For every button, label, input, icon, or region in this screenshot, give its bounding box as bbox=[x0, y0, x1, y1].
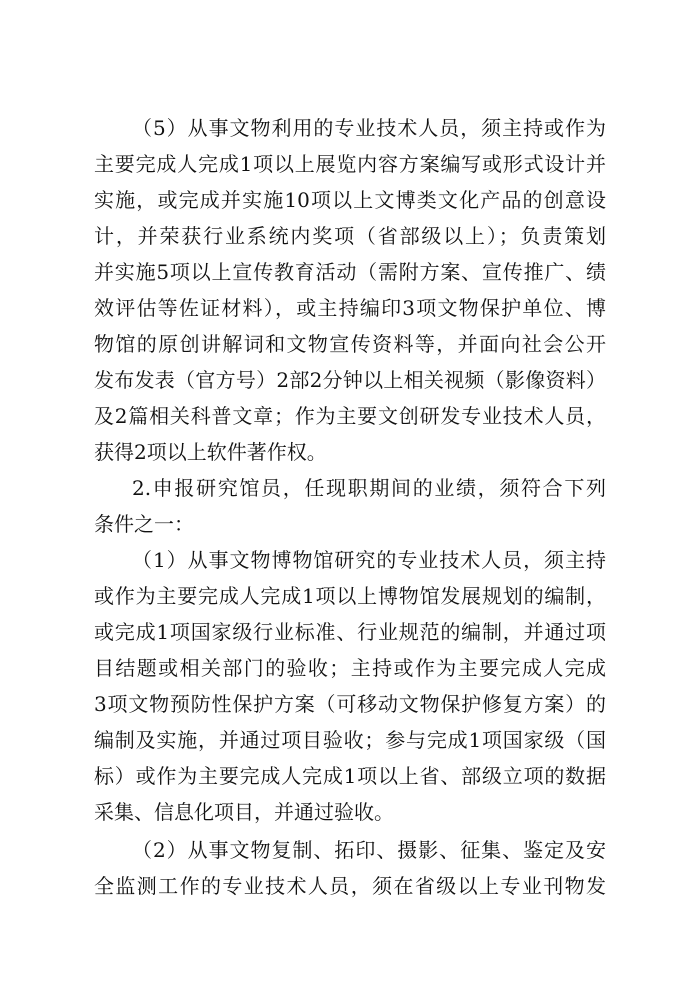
item-1-line-8: 采集、信息化项目，并通过验收。 bbox=[94, 800, 394, 824]
item-1-line-7: 标）或作为主要完成人完成1项以上省、部级立项的数据 bbox=[94, 764, 606, 788]
item-5-line-8: 发布发表（官方号）2部2分钟以上相关视频（影像资料） bbox=[94, 368, 606, 392]
item-5-line-9: 及2篇相关科普文章；作为主要文创研发专业技术人员， bbox=[94, 404, 606, 428]
item-1-line-2: 或作为主要完成人完成1项以上博物馆发展规划的编制， bbox=[94, 584, 606, 608]
item-5-line-3: 实施，或完成并实施10项以上文博类文化产品的创意设 bbox=[94, 188, 606, 212]
item-1-line-1: （1）从事文物博物馆研究的专业技术人员，须主持 bbox=[132, 548, 606, 572]
item-5-line-1: （5）从事文物利用的专业技术人员，须主持或作为 bbox=[132, 116, 606, 140]
item-5-line-5: 并实施5项以上宣传教育活动（需附方案、宣传推广、绩 bbox=[94, 260, 606, 284]
item-1-line-3: 或完成1项国家级行业标准、行业规范的编制，并通过项 bbox=[94, 620, 606, 644]
item-1-line-5: 3项文物预防性保护方案（可移动文物保护修复方案）的 bbox=[94, 692, 606, 716]
item-1-line-6: 编制及实施，并通过项目验收；参与完成1项国家级（国 bbox=[94, 728, 606, 752]
item-5-line-6: 效评估等佐证材料），或主持编印3项文物保护单位、博 bbox=[94, 296, 606, 320]
section-2-line-1: 2.申报研究馆员，任现职期间的业绩，须符合下列 bbox=[132, 476, 606, 500]
item-5-line-10: 获得2项以上软件著作权。 bbox=[94, 440, 327, 464]
item-2-line-1: （2）从事文物复制、拓印、摄影、征集、鉴定及安 bbox=[132, 838, 606, 862]
item-1-line-4: 目结题或相关部门的验收；主持或作为主要完成人完成 bbox=[94, 656, 606, 680]
item-5-line-2: 主要完成人完成1项以上展览内容方案编写或形式设计并 bbox=[94, 152, 606, 176]
item-5-line-7: 物馆的原创讲解词和文物宣传资料等，并面向社会公开 bbox=[94, 332, 606, 356]
section-2-line-2: 条件之一： bbox=[94, 512, 194, 536]
item-5-line-4: 计，并荣获行业系统内奖项（省部级以上）；负责策划 bbox=[94, 224, 606, 248]
item-2-line-2: 全监测工作的专业技术人员，须在省级以上专业刊物发 bbox=[94, 874, 606, 898]
